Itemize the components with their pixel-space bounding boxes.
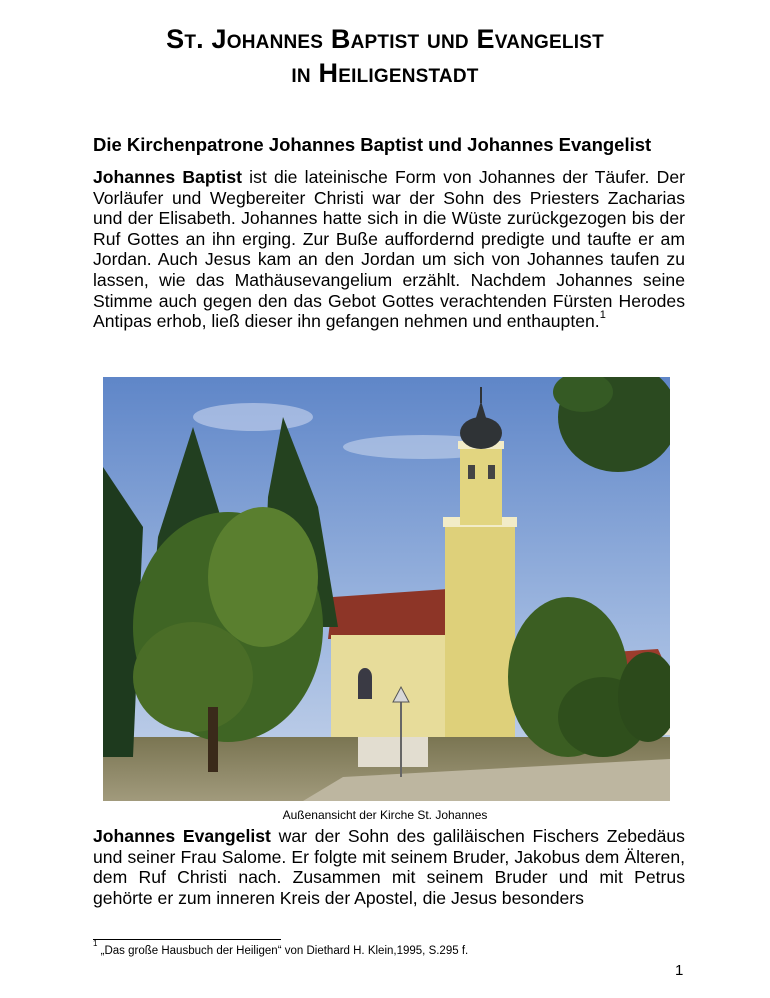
title-word: t. xyxy=(184,24,212,54)
paragraph-johannes-evangelist xyxy=(93,826,685,922)
footnote-number: 1 xyxy=(93,939,98,949)
footnote-reference: 1 xyxy=(599,309,606,322)
section-heading: Die Kirchenpatrone Johannes Baptist und Johannes Evangelist xyxy=(93,134,652,155)
footnote-separator xyxy=(93,939,281,940)
term-johannes-baptist: Johannes Baptist xyxy=(93,167,242,187)
title-word: aptist und xyxy=(350,24,477,54)
paragraph-body: war der Sohn des galiläischen Fischers Zebedäus und seiner Frau Salome. Er folgte mit seinem Bruder, Jakobus dem Älteren, dem Ruf Christi nach. Zusammen mit seinem Bruder und mit Petrus gehörte er zum inneren Kreis der Apostel, die Jesus besonders xyxy=(93,826,685,908)
church-photo xyxy=(103,377,670,801)
photo-caption: Außenansicht der Kirche St. Johannes xyxy=(282,808,488,822)
title-word: vangelist xyxy=(494,24,604,54)
title-initial: J xyxy=(211,24,227,54)
paragraph-body: ist die lateinische Form von Johannes der Täufer. Der Vorläufer und Wegbereiter Christi war der Sohn des Priesters Zacharias und der Elisabeth. Johannes hatte sich in die Wüste zurückgezogen bis der Ruf Gottes an ihn erging. Zur Buße auffordernd predigte und taufte er am Jordan. Auch Jesus kam an den Jordan um sich von Johannes taufen zu lassen, wie das Mathäusevangelium erzählt. Nachdem Johannes seine Stimme auch gegen den das Gebot Gottes verachtenden Fürsten Herodes Antipas erhob, ließ dieser ihn gefangen nehmen und enthaupten. xyxy=(93,167,685,332)
term-johannes-evangelist: Johannes Evangelist xyxy=(93,826,271,846)
title-initial: B xyxy=(330,24,351,54)
title-word: in xyxy=(291,58,319,88)
page-number: 1 xyxy=(675,962,684,979)
title-initial: E xyxy=(476,24,495,54)
title-word: ohannes xyxy=(226,24,331,54)
footnote xyxy=(93,939,469,957)
title-initial: H xyxy=(318,58,339,88)
document-title-line-2 xyxy=(0,56,770,90)
title-word: eiligenstadt xyxy=(338,58,479,88)
footnote-text: „Das große Hausbuch der Heiligen“ von Diethard H. Klein,1995, S.295 f. xyxy=(97,945,469,957)
paragraph-johannes-baptist xyxy=(93,167,685,332)
document-title-line-1 xyxy=(0,22,770,56)
title-initial: S xyxy=(166,24,185,54)
